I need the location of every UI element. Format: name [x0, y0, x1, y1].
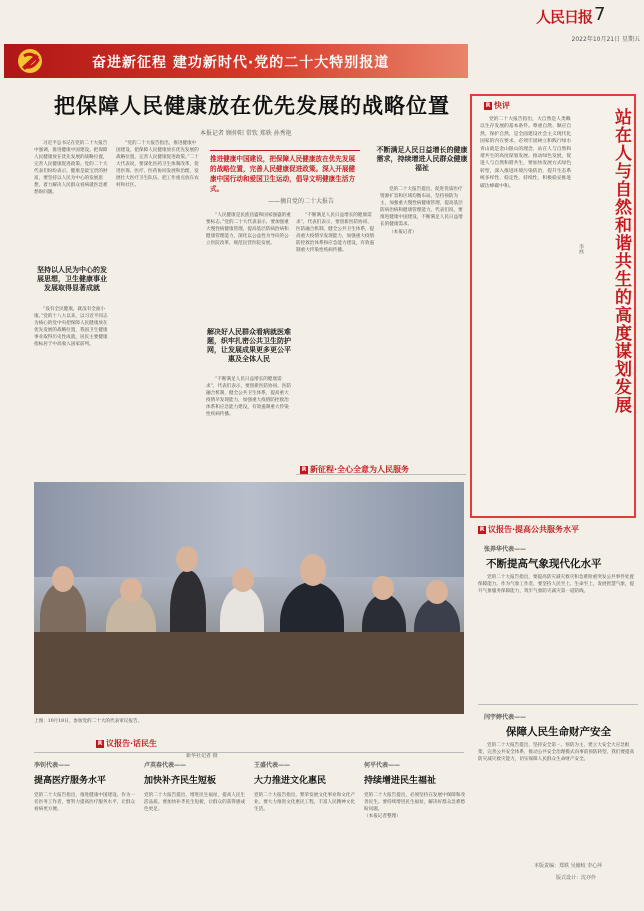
bottom-article-title: 大力推进文化惠民 [254, 776, 327, 786]
article-column-1 [34, 140, 110, 256]
page-number: 7 [594, 4, 606, 25]
article-column-5 [380, 186, 464, 476]
right-article-2-body [478, 742, 638, 852]
commentary-tag: R 快评 [485, 101, 510, 110]
photo-person-head [176, 546, 198, 572]
commentary-tag-icon: R [485, 101, 491, 109]
bottom-article-byline: 王盛代表—— [254, 762, 291, 769]
article-paragraph: “人民健康是民族昌盛和国家强盛的重要标志。”党的二十大代表表示，要加强重大慢性病健康管理，提高基层防病治病和健康管理能力，深化以公益性为导向的公立医院改革，规范民营医院发展。 [206, 213, 291, 246]
right-section-tag-icon: R [479, 525, 485, 533]
article-paragraph: 党的二十大报告提出，坚持安全第一、预防为主，建立大安全大应急框架，完善公共安全体系，推动公共安全治理模式向事前预防转型。我们要提高防灾减灾救灾能力，切实保障人民群众生命财产安全。 [478, 743, 635, 762]
pull-quote-rule [210, 150, 360, 151]
section-tag-icon: R [97, 739, 103, 747]
article-column-3b [206, 376, 292, 476]
bottom-article-4 [364, 760, 468, 900]
commentary-author: 李拯 [578, 244, 584, 254]
bottom-article-body: 党的二十大报告提出，增进民生福祉，提高人民生活品质。要加快补齐民生短板，让群众的获得感成色更足。 [144, 793, 246, 812]
article-paragraph: “党的二十大报告指出，推进健康中国建设，把保障人民健康放在优先发展的战略位置，完善人民健康促进政策。”二十大代表说，要深化医药卫生体制改革，促进医保、医疗、医药协同发展和治理，发展壮大医疗卫生队伍，把工作重点放在农村和社区。 [116, 141, 199, 188]
article-paragraph: “不断满足人民日益增长的健康需求”，代表们表示，要创新医防协同、医防融合机制，健全公共卫生体系，提高重大疫情早发现能力，加强重大疫情防控救治体系和应急能力建设，有效遏制重大传染性疾病传播。 [296, 213, 375, 253]
article-subheading-3: 不断满足人民日益增长的健康需求，持续增进人民群众健康福祉 [376, 146, 468, 172]
article-paragraph: 习近平总书记在党的二十大报告中强调，推进健康中国建设。把保障人民健康放在优先发展的战略位置，完善人民健康促进政策。党的二十大代表们纷纷表示，健康是最宝贵的财富，要坚持以人民为中心的发展思想，着力解决人民群众看病就医急难愁盼问题。 [34, 141, 108, 195]
bottom-article-body: 党的二十大报告指出，繁荣发展文化事业和文化产业。要大力推进文化惠民工程，丰富人民精神文化生活。 [254, 793, 356, 812]
commentary-paragraph: 党的二十大报告指出，大自然是人类赖以生存发展的基本条件。尊重自然、顺应自然、保护自然，是全面建设社会主义现代化国家的内在要求。必须牢固树立和践行绿水青山就是金山银山的理念，站在人与自然和谐共生的高度谋划发展。推动绿色发展，促进人与自然和谐共生，要加快发展方式绿色转型，深入推进环境污染防治，提升生态系统多样性、稳定性、持续性，积极稳妥推进碳达峰碳中和。 [480, 117, 572, 189]
photo-person-head [426, 580, 448, 604]
bottom-article-body: 党的二十大报告指出，推进健康中国建设。作为一名医务工作者，要努力提高医疗服务水平，让群众看病更方便。 [34, 793, 136, 812]
photo-credit: 新华社记者 摄 [186, 753, 218, 759]
right-article-body [478, 574, 638, 698]
article-paragraph: “没有全民健康，就没有全面小康。”党的十八大以来，以习近平同志为核心的党中央把保障人民健康放在优先发展的战略位置，我国卫生健康事业取得历史性成就，居民主要健康指标居于中高收入国家前列。 [34, 307, 108, 347]
article-paragraph: “不断满足人民日益增长的健康需求”，代表们表示，要创新医防协同、医防融合机制，健全公共卫生体系，提高重大疫情早发现能力，加强重大疫情防控救治体系和应急能力建设，有效遏制重大传染性疾病传播。 [206, 377, 292, 417]
bottom-section-divider [34, 752, 464, 753]
commentary-body [480, 116, 572, 506]
page-headline: 把保障人民健康放在优先发展的战略位置 [54, 94, 450, 118]
article-paragraph: 党的二十大报告指出，要提高防灾减灾救灾和急难险重突发公共事件处置保障能力。作为气象工作者，要坚持人民至上、生命至上，发展智慧气象，提升气象服务保障能力，筑牢气象防灾减灾第一道防线。 [478, 575, 635, 594]
right-article-title: 不断提高气象现代化水平 [486, 558, 602, 570]
headline-byline: 本报记者 顾仲阳 常钦 郑轶 孙秀艳 [200, 130, 292, 137]
pull-quote-source: ——摘自党的二十大报告 [268, 198, 335, 205]
right-article-2-byline: 闫宇婷代表—— [484, 714, 527, 721]
article-end-note: （本报记者） [389, 230, 417, 235]
bottom-article-2 [144, 760, 248, 900]
article-column-3 [206, 212, 292, 322]
article-subheading-2: 解决好人民群众看病就医难题，织牢扎密公共卫生防护网，让发展成果更多更公平惠及全体人民 [207, 328, 291, 363]
photo-backdrop [34, 482, 464, 577]
bottom-article-title: 提高医疗服务水平 [34, 776, 107, 786]
promo-tag-icon: R [301, 465, 307, 473]
photo-person-head [232, 568, 254, 592]
article-column-2 [116, 140, 200, 476]
bottom-section-label: R 议报告·话民生 [97, 739, 158, 748]
photo-person-head [120, 578, 142, 602]
right-section-divider [478, 704, 638, 705]
dateline: 2022年10月21日 星期五 [571, 36, 640, 43]
bottom-article-1 [34, 760, 138, 900]
bottom-article-body: 党的二十大报告提出，必须坚持在发展中保障和改善民生。要持续增进民生福祉，解决好群众急难愁盼问题。 [364, 793, 466, 812]
bottom-article-title: 加快补齐民生短板 [144, 776, 217, 786]
paper-name: 人民日报 [536, 8, 593, 26]
commentary-title: 站在人与自然和谐共生的高度谋划发展 [611, 108, 631, 414]
photo-caption: 上图：10月18日，参加党的二十大的代表审议报告。 [34, 719, 143, 724]
pull-quote: 推进健康中国建设，把保障人民健康放在优先发展的战略位置，完善人民健康促进政策。深入开展健康中国行动和爱国卫生运动，倡导文明健康生活方式。 [210, 155, 356, 193]
bottom-article-byline: 卢英春代表—— [144, 762, 187, 769]
bottom-article-byline: 李钊代表—— [34, 762, 71, 769]
article-subheading-1: 坚持以人民为中心的发展思想，卫生健康事业发展取得显著成就 [37, 266, 107, 292]
party-emblem-icon [12, 46, 52, 76]
page-layout-designer: 版式设计：沈亦伶 [556, 875, 597, 881]
right-article-byline: 张养华代表—— [484, 546, 527, 553]
photo-person-head [372, 576, 394, 600]
bottom-article-3 [254, 760, 358, 900]
article-column-4 [296, 212, 376, 476]
photo-person-head [300, 554, 326, 586]
promo-label: R 新征程·全心全意为人民服务 [301, 465, 410, 474]
article-column-1b [34, 306, 110, 476]
photo-person-head [52, 566, 74, 592]
page-editors: 本版责编：郑轶 吴储岐 李心萍 [534, 863, 603, 869]
article-paragraph: 党的二十大报告提出，促进优质医疗资源扩容和区域均衡布局，坚持预防为主，加强重大慢性病健康管理，提高基层防病治病和健康管理能力。代表们说，要推进健康中国建设，不断满足人民日益增长的健康需求。 [380, 187, 463, 227]
meeting-photo [34, 482, 464, 714]
right-article-2-title: 保障人民生命财产安全 [506, 726, 611, 738]
photo-table [34, 632, 464, 714]
bottom-article-title: 持续增进民生福祉 [364, 776, 437, 786]
right-section-label: R 议报告·提高公共服务水平 [479, 525, 580, 534]
bottom-end-note: （本报记者整理） [364, 814, 401, 819]
bottom-article-byline: 何平代表—— [364, 762, 401, 769]
banner-title: 奋进新征程 建功新时代·党的二十大特别报道 [92, 55, 390, 71]
